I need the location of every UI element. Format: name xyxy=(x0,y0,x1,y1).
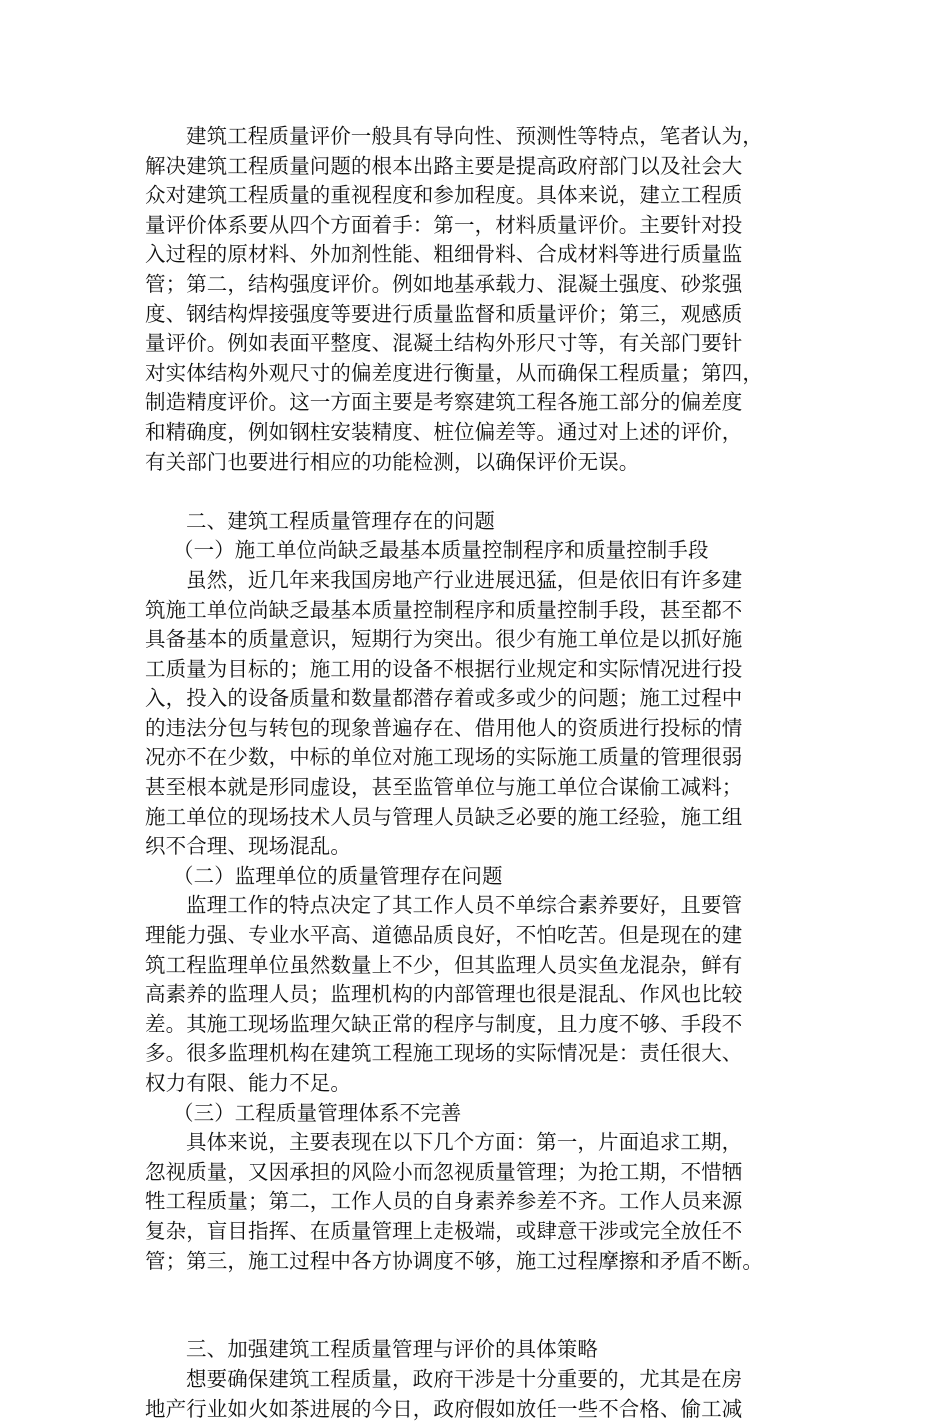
text-line: 制造精度评价。这一方面主要是考察建筑工程各施工部分的偏差度 xyxy=(145,390,743,415)
text-line: 牲工程质量；第二，工作人员的自身素养参差不齐。工作人员来源 xyxy=(145,1189,743,1214)
text-line: 况亦不在少数，中标的单位对施工现场的实际施工质量的管理很弱 xyxy=(145,745,743,770)
text-line: 施工单位的现场技术人员与管理人员缺乏必要的施工经验，施工组 xyxy=(145,804,743,829)
text-line: 量评价体系要从四个方面着手：第一，材料质量评价。主要针对投 xyxy=(145,212,743,237)
paragraph-construction-units xyxy=(145,566,805,862)
paragraph-quality-evaluation xyxy=(145,122,805,477)
text-line: 入过程的原材料、外加剂性能、粗细骨料、合成材料等进行质量监 xyxy=(145,242,743,267)
text-line: 入，投入的设备质量和数量都潜存着或多或少的问题；施工过程中 xyxy=(145,686,743,711)
text-line: 忽视质量，又因承担的风险小而忽视质量管理；为抢工期，不惜牺 xyxy=(145,1159,743,1184)
text-line: 有关部门也要进行相应的功能检测，以确保评价无误。 xyxy=(145,449,640,474)
text-line: 差。其施工现场监理欠缺正常的程序与制度，且力度不够、手段不 xyxy=(145,1011,743,1036)
subheading-construction-units: （一）施工单位尚缺乏最基本质量控制程序和质量控制手段 xyxy=(173,538,709,563)
text-line: 的违法分包与转包的现象普遍存在、借用他人的资质进行投标的情 xyxy=(145,715,743,740)
text-line: 具备基本的质量意识，短期行为突出。很少有施工单位是以抓好施 xyxy=(145,627,743,652)
subheading-management-system: （三）工程质量管理体系不完善 xyxy=(173,1100,462,1125)
text-line: 和精确度，例如钢柱安装精度、桩位偏差等。通过对上述的评价， xyxy=(145,419,743,444)
document-body xyxy=(145,122,805,1424)
text-line: 高素养的监理人员；监理机构的内部管理也很是混乱、作风也比较 xyxy=(145,982,743,1007)
subheading-supervision-units: （二）监理单位的质量管理存在问题 xyxy=(173,863,503,888)
paragraph-supervision-units xyxy=(145,891,805,1098)
text-line: 地产行业如火如茶进展的今日，政府假如放任一些不合格、偷工减 xyxy=(145,1396,743,1421)
text-line: 管；第二，结构强度评价。例如地基承载力、混凝土强度、砂浆强 xyxy=(145,271,743,296)
text-line: 度、钢结构焊接强度等要进行质量监督和质量评价；第三，观感质 xyxy=(145,301,743,326)
text-line: 复杂，盲目指挥、在质量管理上走极端，或肆意干涉或完全放任不 xyxy=(145,1218,743,1243)
text-line: 众对建筑工程质量的重视程度和参加程度。具体来说，建立工程质 xyxy=(145,183,743,208)
text-line: 筑工程监理单位虽然数量上不少，但其监理人员实鱼龙混杂，鲜有 xyxy=(145,952,743,977)
text-line: 量评价。例如表面平整度、混凝土结构外形尺寸等，有关部门要针 xyxy=(145,331,743,356)
text-line: 想要确保建筑工程质量，政府干涉是十分重要的，尤其是在房 xyxy=(186,1366,743,1391)
text-line: 甚至根本就是形同虚设，甚至监管单位与施工单位合谋偷工减料； xyxy=(145,775,743,800)
text-line: 筑施工单位尚缺乏最基本质量控制程序和质量控制手段，甚至都不 xyxy=(145,597,743,622)
text-line: 工质量为目标的；施工用的设备不根据行业规定和实际情况进行投 xyxy=(145,656,743,681)
text-line: 理能力强、专业水平高、道德品质良好，不怕吃苦。但是现在的建 xyxy=(145,923,743,948)
paragraph-management-system xyxy=(145,1128,805,1276)
spacer xyxy=(145,477,805,507)
text-line: 解决建筑工程质量问题的根本出路主要是提高政府部门以及社会大 xyxy=(145,153,743,178)
text-line: 监理工作的特点决定了其工作人员不单综合素养要好，且要管 xyxy=(186,893,743,918)
text-line: 多。很多监理机构在建筑工程施工现场的实际情况是：责任很大、 xyxy=(145,1041,743,1066)
section-heading-strategies: 三、加强建筑工程质量管理与评价的具体策略 xyxy=(186,1337,598,1362)
text-line: 权力有限、能力不足。 xyxy=(145,1071,351,1095)
text-line: 虽然，近几年来我国房地产行业进展迅猛，但是依旧有许多建 xyxy=(186,567,743,592)
text-line: 管；第三，施工过程中各方协调度不够，施工过程摩擦和矛盾不断。 xyxy=(145,1248,763,1273)
text-line: 对实体结构外观尺寸的偏差度进行衡量，从而确保工程质量；第四， xyxy=(145,360,763,385)
spacer xyxy=(145,1276,805,1335)
text-line: 织不合理、现场混乱。 xyxy=(145,834,351,859)
paragraph-strategies xyxy=(145,1365,805,1424)
text-line: 建筑工程质量评价一般具有导向性、预测性等特点，笔者认为， xyxy=(186,124,763,148)
section-heading-problems: 二、建筑工程质量管理存在的问题 xyxy=(186,508,495,533)
text-line: 具体来说，主要表现在以下几个方面：第一，片面追求工期， xyxy=(186,1130,743,1155)
